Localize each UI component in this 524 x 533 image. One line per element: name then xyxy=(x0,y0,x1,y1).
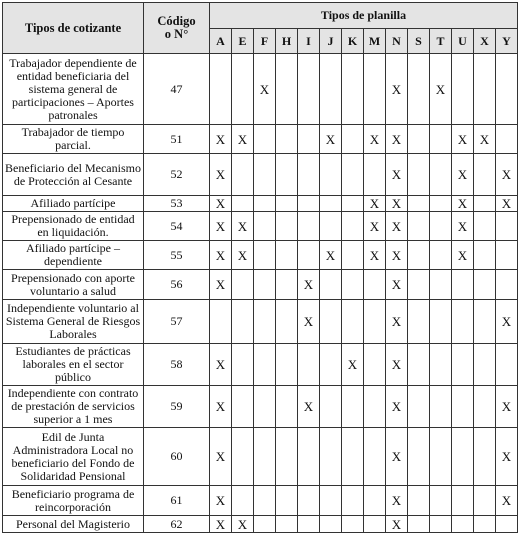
cotizante-type: Independiente voluntario al Sistema General de Riesgos Laborales xyxy=(3,300,144,344)
planilla-mark-u: X xyxy=(452,212,474,241)
planilla-mark-e xyxy=(232,154,254,196)
planilla-mark-a xyxy=(210,54,232,125)
planilla-mark-x xyxy=(474,300,496,344)
cotizante-type: Trabajador dependiente de entidad beneficiaria del sistema general de participaciones – Aportes patronales xyxy=(3,54,144,125)
planilla-mark-e: X xyxy=(232,212,254,241)
planilla-letter-t: T xyxy=(430,29,452,54)
planilla-mark-i xyxy=(298,54,320,125)
planilla-mark-y xyxy=(496,54,518,125)
planilla-mark-k xyxy=(342,154,364,196)
header-codigo xyxy=(144,3,210,54)
planilla-letter-n: N xyxy=(386,29,408,54)
planilla-mark-a: X xyxy=(210,428,232,486)
planilla-mark-k: X xyxy=(342,344,364,386)
planilla-mark-h xyxy=(276,428,298,486)
planilla-mark-h xyxy=(276,386,298,428)
planilla-mark-k xyxy=(342,486,364,516)
planilla-mark-s xyxy=(408,516,430,533)
planilla-letter-u: U xyxy=(452,29,474,54)
planilla-mark-x xyxy=(474,241,496,270)
planilla-mark-m xyxy=(364,486,386,516)
planilla-mark-k xyxy=(342,241,364,270)
planilla-mark-y xyxy=(496,270,518,300)
planilla-mark-e xyxy=(232,486,254,516)
planilla-mark-m xyxy=(364,54,386,125)
planilla-mark-t xyxy=(430,516,452,533)
planilla-mark-u: X xyxy=(452,154,474,196)
planilla-mark-t xyxy=(430,300,452,344)
table-row xyxy=(3,516,518,533)
planilla-mark-t xyxy=(430,344,452,386)
planilla-mark-y xyxy=(496,241,518,270)
planilla-mark-m xyxy=(364,516,386,533)
planilla-letter-s: S xyxy=(408,29,430,54)
cotizante-type: Afiliado partícipe – dependiente xyxy=(3,241,144,270)
cotizante-type: Afiliado partícipe xyxy=(3,196,144,212)
planilla-mark-e xyxy=(232,196,254,212)
cotizante-code: 47 xyxy=(144,54,210,125)
planilla-mark-i: X xyxy=(298,270,320,300)
planilla-mark-x xyxy=(474,386,496,428)
planilla-mark-j xyxy=(320,486,342,516)
table-row xyxy=(3,154,518,196)
planilla-mark-i xyxy=(298,241,320,270)
planilla-mark-n: X xyxy=(386,428,408,486)
planilla-mark-i xyxy=(298,125,320,154)
planilla-mark-u xyxy=(452,386,474,428)
planilla-mark-e xyxy=(232,428,254,486)
planilla-mark-s xyxy=(408,428,430,486)
planilla-mark-i: X xyxy=(298,386,320,428)
planilla-mark-m: X xyxy=(364,212,386,241)
planilla-mark-x xyxy=(474,212,496,241)
table-row xyxy=(3,212,518,241)
planilla-mark-m xyxy=(364,428,386,486)
planilla-mark-n: X xyxy=(386,386,408,428)
planilla-mark-f xyxy=(254,154,276,196)
planilla-mark-f xyxy=(254,300,276,344)
planilla-mark-k xyxy=(342,270,364,300)
planilla-mark-y xyxy=(496,344,518,386)
cotizante-type: Beneficiario programa de reincorporación xyxy=(3,486,144,516)
planilla-mark-k xyxy=(342,54,364,125)
planilla-mark-y: X xyxy=(496,196,518,212)
planilla-mark-f xyxy=(254,212,276,241)
planilla-mark-j xyxy=(320,300,342,344)
planilla-mark-u xyxy=(452,270,474,300)
planilla-mark-h xyxy=(276,300,298,344)
planilla-mark-a: X xyxy=(210,486,232,516)
planilla-mark-x: X xyxy=(474,125,496,154)
planilla-table xyxy=(2,2,518,533)
cotizante-code: 56 xyxy=(144,270,210,300)
planilla-mark-j xyxy=(320,154,342,196)
cotizante-code: 62 xyxy=(144,516,210,533)
planilla-mark-m: X xyxy=(364,241,386,270)
planilla-mark-m: X xyxy=(364,125,386,154)
planilla-mark-x xyxy=(474,344,496,386)
planilla-mark-h xyxy=(276,241,298,270)
planilla-mark-n: X xyxy=(386,486,408,516)
header-codigo-text: Código o N° xyxy=(157,14,196,41)
planilla-mark-s xyxy=(408,486,430,516)
planilla-mark-n: X xyxy=(386,516,408,533)
cotizante-code: 53 xyxy=(144,196,210,212)
planilla-mark-e: X xyxy=(232,516,254,533)
planilla-mark-u xyxy=(452,300,474,344)
planilla-mark-m xyxy=(364,270,386,300)
planilla-letter-a: A xyxy=(210,29,232,54)
cotizante-code: 51 xyxy=(144,125,210,154)
planilla-mark-m: X xyxy=(364,196,386,212)
planilla-mark-k xyxy=(342,428,364,486)
planilla-letter-m: M xyxy=(364,29,386,54)
planilla-mark-t: X xyxy=(430,54,452,125)
table-row xyxy=(3,344,518,386)
planilla-mark-y xyxy=(496,212,518,241)
planilla-letter-e: E xyxy=(232,29,254,54)
planilla-mark-j: X xyxy=(320,241,342,270)
planilla-mark-a: X xyxy=(210,212,232,241)
table-row xyxy=(3,125,518,154)
planilla-mark-f xyxy=(254,344,276,386)
planilla-mark-y xyxy=(496,516,518,533)
planilla-mark-j xyxy=(320,196,342,212)
planilla-mark-e xyxy=(232,300,254,344)
planilla-mark-y xyxy=(496,125,518,154)
planilla-mark-f xyxy=(254,386,276,428)
planilla-mark-a: X xyxy=(210,516,232,533)
planilla-mark-a: X xyxy=(210,241,232,270)
planilla-mark-h xyxy=(276,270,298,300)
planilla-mark-f xyxy=(254,428,276,486)
planilla-mark-k xyxy=(342,516,364,533)
planilla-mark-e: X xyxy=(232,241,254,270)
planilla-mark-t xyxy=(430,386,452,428)
planilla-mark-j xyxy=(320,344,342,386)
planilla-letter-f: F xyxy=(254,29,276,54)
planilla-mark-h xyxy=(276,154,298,196)
planilla-mark-f xyxy=(254,486,276,516)
planilla-mark-i xyxy=(298,516,320,533)
planilla-mark-i xyxy=(298,428,320,486)
planilla-mark-k xyxy=(342,196,364,212)
cotizante-type: Prepensionado de entidad en liquidación. xyxy=(3,212,144,241)
planilla-mark-t xyxy=(430,270,452,300)
cotizante-code: 55 xyxy=(144,241,210,270)
planilla-mark-e: X xyxy=(232,125,254,154)
planilla-mark-n: X xyxy=(386,212,408,241)
cotizante-code: 60 xyxy=(144,428,210,486)
planilla-mark-n: X xyxy=(386,125,408,154)
planilla-mark-t xyxy=(430,196,452,212)
planilla-mark-j xyxy=(320,54,342,125)
planilla-mark-s xyxy=(408,125,430,154)
planilla-mark-x xyxy=(474,428,496,486)
planilla-mark-n: X xyxy=(386,196,408,212)
planilla-mark-j: X xyxy=(320,125,342,154)
planilla-mark-k xyxy=(342,300,364,344)
planilla-mark-f xyxy=(254,125,276,154)
planilla-mark-j xyxy=(320,212,342,241)
cotizante-code: 52 xyxy=(144,154,210,196)
planilla-mark-e xyxy=(232,386,254,428)
table-row xyxy=(3,300,518,344)
planilla-mark-s xyxy=(408,54,430,125)
planilla-mark-h xyxy=(276,54,298,125)
table-row xyxy=(3,428,518,486)
planilla-mark-j xyxy=(320,428,342,486)
planilla-mark-h xyxy=(276,212,298,241)
planilla-mark-i xyxy=(298,486,320,516)
cotizante-code: 59 xyxy=(144,386,210,428)
planilla-mark-a xyxy=(210,300,232,344)
planilla-mark-s xyxy=(408,196,430,212)
cotizante-type: Trabajador de tiempo parcial. xyxy=(3,125,144,154)
planilla-mark-j xyxy=(320,270,342,300)
planilla-mark-s xyxy=(408,386,430,428)
planilla-mark-m xyxy=(364,300,386,344)
planilla-mark-n: X xyxy=(386,270,408,300)
planilla-mark-j xyxy=(320,386,342,428)
planilla-mark-k xyxy=(342,125,364,154)
planilla-mark-i xyxy=(298,212,320,241)
cotizante-code: 58 xyxy=(144,344,210,386)
planilla-mark-f xyxy=(254,196,276,212)
planilla-mark-y: X xyxy=(496,486,518,516)
planilla-mark-u: X xyxy=(452,196,474,212)
planilla-mark-m xyxy=(364,154,386,196)
planilla-mark-u xyxy=(452,344,474,386)
planilla-letter-k: K xyxy=(342,29,364,54)
planilla-mark-i: X xyxy=(298,300,320,344)
planilla-mark-x xyxy=(474,486,496,516)
planilla-mark-x xyxy=(474,154,496,196)
planilla-mark-m xyxy=(364,344,386,386)
planilla-mark-a: X xyxy=(210,125,232,154)
planilla-mark-s xyxy=(408,300,430,344)
planilla-mark-e xyxy=(232,54,254,125)
planilla-mark-t xyxy=(430,486,452,516)
planilla-mark-s xyxy=(408,241,430,270)
table-row xyxy=(3,241,518,270)
planilla-mark-f xyxy=(254,270,276,300)
table-row xyxy=(3,270,518,300)
cotizante-type: Personal del Magisterio xyxy=(3,516,144,533)
planilla-mark-n: X xyxy=(386,300,408,344)
planilla-mark-x xyxy=(474,54,496,125)
planilla-mark-a: X xyxy=(210,344,232,386)
table-row xyxy=(3,486,518,516)
planilla-mark-y: X xyxy=(496,154,518,196)
cotizante-type: Beneficiario del Mecanismo de Protección al Cesante xyxy=(3,154,144,196)
planilla-mark-y: X xyxy=(496,300,518,344)
planilla-mark-s xyxy=(408,154,430,196)
planilla-mark-f xyxy=(254,241,276,270)
planilla-mark-e xyxy=(232,270,254,300)
planilla-mark-t xyxy=(430,154,452,196)
cotizante-type: Prepensionado con aporte voluntario a salud xyxy=(3,270,144,300)
cotizante-code: 57 xyxy=(144,300,210,344)
planilla-mark-h xyxy=(276,486,298,516)
planilla-mark-x xyxy=(474,270,496,300)
planilla-letter-x: X xyxy=(474,29,496,54)
cotizante-code: 54 xyxy=(144,212,210,241)
planilla-mark-h xyxy=(276,196,298,212)
planilla-mark-n: X xyxy=(386,344,408,386)
planilla-mark-n: X xyxy=(386,54,408,125)
planilla-mark-e xyxy=(232,344,254,386)
planilla-mark-t xyxy=(430,428,452,486)
header-tipos-planilla: Tipos de planilla xyxy=(210,3,518,29)
planilla-mark-y: X xyxy=(496,428,518,486)
planilla-mark-u: X xyxy=(452,241,474,270)
planilla-mark-h xyxy=(276,125,298,154)
planilla-mark-n: X xyxy=(386,154,408,196)
cotizante-type: Estudiantes de prácticas laborales en el sector público xyxy=(3,344,144,386)
planilla-mark-k xyxy=(342,212,364,241)
planilla-mark-i xyxy=(298,196,320,212)
cotizante-type: Edil de Junta Administradora Local no beneficiario del Fondo de Solidaridad Pensional xyxy=(3,428,144,486)
planilla-mark-i xyxy=(298,154,320,196)
planilla-mark-j xyxy=(320,516,342,533)
header-tipos-cotizante: Tipos de cotizante xyxy=(3,3,144,54)
planilla-mark-u xyxy=(452,516,474,533)
planilla-mark-a: X xyxy=(210,270,232,300)
planilla-mark-u xyxy=(452,428,474,486)
planilla-mark-a: X xyxy=(210,386,232,428)
planilla-letter-i: I xyxy=(298,29,320,54)
table-row xyxy=(3,196,518,212)
planilla-mark-f xyxy=(254,516,276,533)
planilla-mark-x xyxy=(474,516,496,533)
planilla-letter-y: Y xyxy=(496,29,518,54)
planilla-mark-s xyxy=(408,270,430,300)
planilla-mark-x xyxy=(474,196,496,212)
planilla-mark-m xyxy=(364,386,386,428)
planilla-mark-a: X xyxy=(210,196,232,212)
planilla-mark-u: X xyxy=(452,125,474,154)
planilla-mark-s xyxy=(408,344,430,386)
planilla-mark-f: X xyxy=(254,54,276,125)
cotizante-type: Independiente con contrato de prestación de servicios superior a 1 mes xyxy=(3,386,144,428)
planilla-mark-t xyxy=(430,125,452,154)
planilla-mark-t xyxy=(430,241,452,270)
planilla-mark-y: X xyxy=(496,386,518,428)
planilla-mark-i xyxy=(298,344,320,386)
planilla-mark-h xyxy=(276,344,298,386)
planilla-letter-j: J xyxy=(320,29,342,54)
planilla-letter-h: H xyxy=(276,29,298,54)
cotizante-code: 61 xyxy=(144,486,210,516)
planilla-mark-h xyxy=(276,516,298,533)
planilla-mark-a: X xyxy=(210,154,232,196)
planilla-mark-u xyxy=(452,54,474,125)
planilla-mark-k xyxy=(342,386,364,428)
table-row xyxy=(3,54,518,125)
planilla-mark-s xyxy=(408,212,430,241)
planilla-mark-t xyxy=(430,212,452,241)
planilla-mark-u xyxy=(452,486,474,516)
table-row xyxy=(3,386,518,428)
planilla-mark-n: X xyxy=(386,241,408,270)
